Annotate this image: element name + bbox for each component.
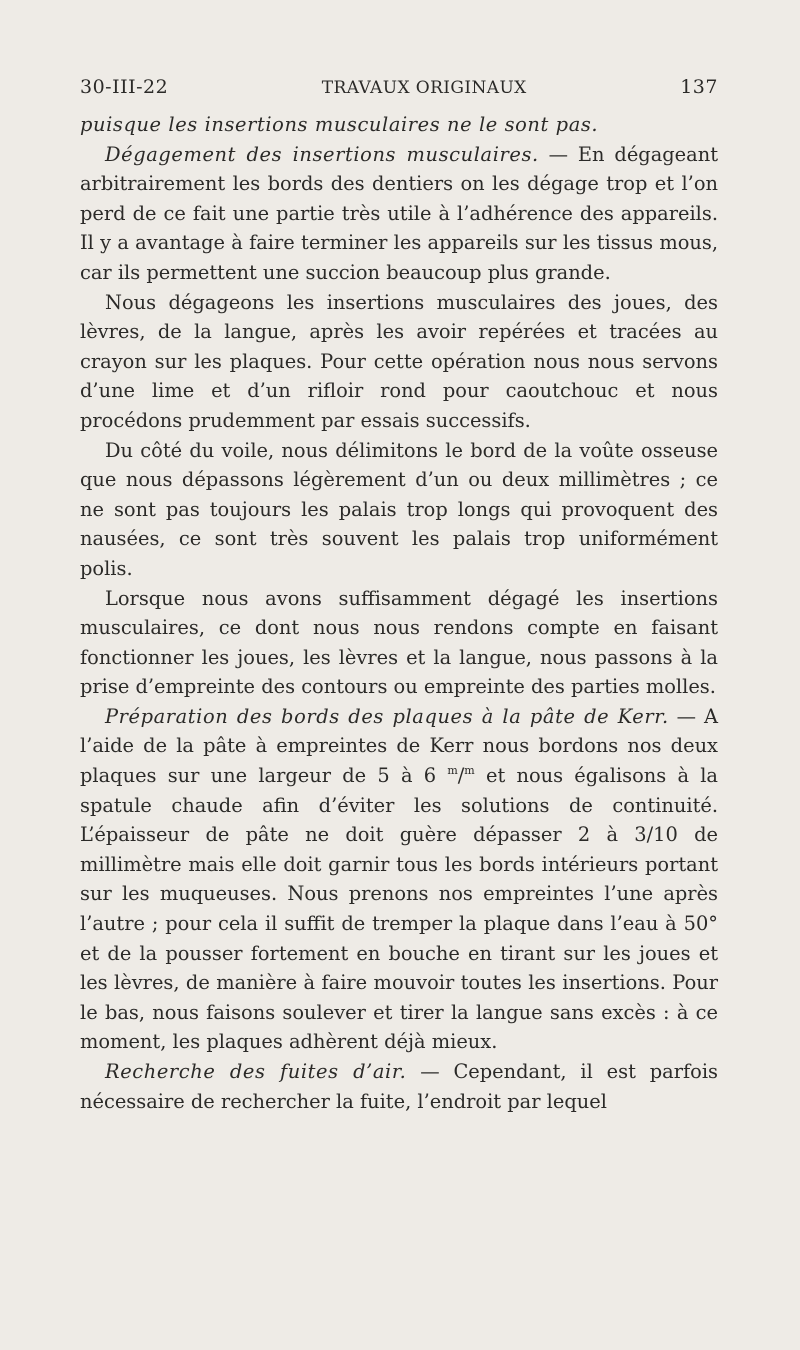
paragraph-text: — En dégageant arbitrairement les bords des dentiers on les dégage trop et l’on perd de ce fait une partie très utile à l’adhérence des appareils. Il y a avantage à faire terminer les appareils sur les tissus mous, car ils permettent une succion beaucoup plus grande.: [80, 142, 718, 284]
paragraph-text: et nous égalisons à la spatule chaude afin d’éviter les solutions de continuité. L’épaisseur de pâte ne doit guère dépasser 2 à 3/10 de millimètre mais elle doit garnir tous les bords intérieurs portant sur les muqueuses. Nous prenons nos empreintes l’une après l’autre ; pour cela il suffit de tremper la plaque dans l’eau à 50° et de la pousser fortement en bouche en tirant sur les joues et les lèvres, de manière à faire mouvoir toutes les insertions. Pour le bas, nous faisons soulever et tirer la langue sans excès : à ce moment, les plaques adhèrent déjà mieux.: [80, 764, 718, 1054]
paragraph-empreinte: [80, 584, 718, 702]
continuation-italic: puisque les insertions musculaires ne le sont pas.: [80, 113, 599, 136]
section-heading-degagement: Dégagement des insertions musculaires.: [105, 142, 539, 166]
paragraph-text: — A l’aide de la pâte à empreintes de Kerr nous bordons nos deux plaques sur une largeur de 5 à 6: [80, 704, 718, 788]
body-text: [80, 110, 718, 1116]
page-number: 137: [680, 76, 718, 98]
unit-superscript-m: m: [447, 764, 458, 778]
paragraph-insertions: [80, 288, 718, 436]
unit-slash: /: [457, 764, 465, 788]
paragraph-preparation: [80, 702, 718, 1057]
paragraph-degagement: [80, 140, 718, 288]
paragraph-text: — Cependant, il est parfois nécessaire de rechercher la fuite, l’endroit par lequel: [80, 1060, 719, 1113]
section-heading-preparation: Préparation des bords des plaques à la pâte de Kerr.: [105, 704, 669, 728]
paragraph-text: Lorsque nous avons suffisamment dégagé les insertions musculaires, ce dont nous nous rendons compte en faisant fonctionner les joues, les lèvres et la langue, nous passons à la prise d’empreinte des contours ou empreinte des parties molles.: [80, 586, 718, 699]
section-heading-fuites: Recherche des fuites d’air.: [105, 1060, 407, 1083]
header-date: 30-III-22: [80, 76, 169, 98]
paragraph-text: Du côté du voile, nous délimitons le bord de la voûte osseuse que nous dépassons légèrement d’un ou deux millimètres ; ce ne sont pas toujours les palais trop longs qui provoquent des nausées, ce sont très souvent les palais trop uniformément polis.: [80, 438, 718, 580]
paragraph-voile: [80, 436, 718, 584]
paragraph-text: Nous dégageons les insertions musculaires des joues, des lèvres, de la langue, après les avoir repérées et tracées au crayon sur les plaques. Pour cette opération nous nous servons d’une lime et d’un rifloir rond pour caoutchouc et nous procédons prudemment par essais successifs.: [80, 290, 718, 432]
header-title: TRAVAUX ORIGINAUX: [321, 78, 527, 98]
paragraph-fuites: [80, 1057, 718, 1116]
running-head: [80, 76, 718, 110]
unit-superscript-m: m: [464, 764, 475, 778]
paragraph-continuation: [80, 110, 718, 140]
